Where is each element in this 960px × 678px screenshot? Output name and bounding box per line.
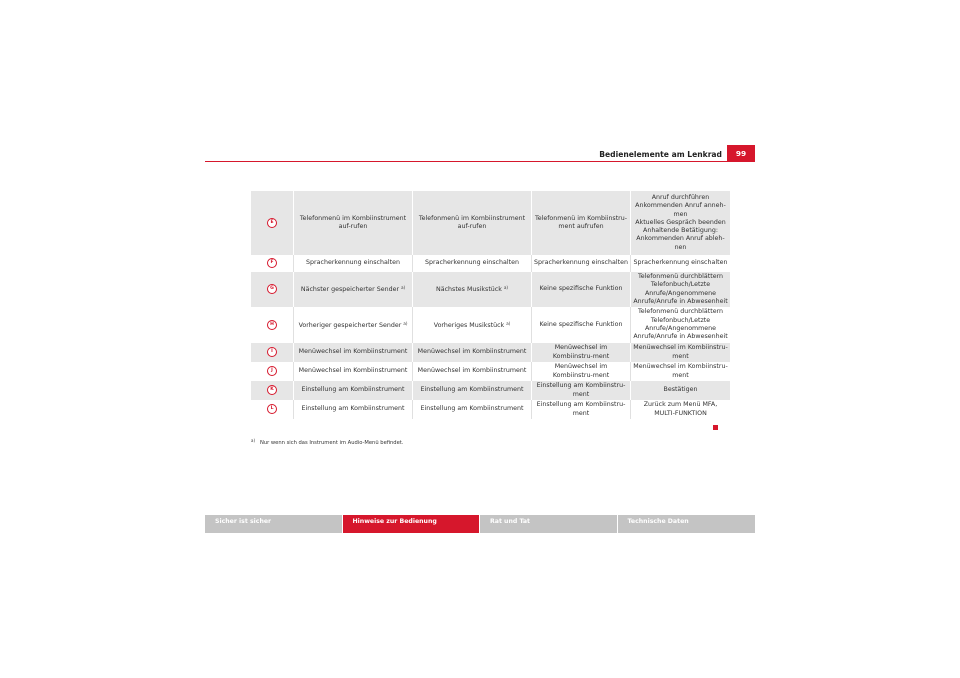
row-label-cell xyxy=(251,362,294,381)
row-label-cell xyxy=(251,343,294,362)
footnote-ref: a) xyxy=(503,285,508,291)
table-row xyxy=(251,191,730,255)
table-row xyxy=(251,343,730,362)
cell-text: Spracherkennung einschalten xyxy=(534,259,628,267)
cell-text: Telefonmenü im Kombiinstrument auf-rufen xyxy=(299,214,407,230)
table-cell xyxy=(631,381,731,400)
page-header-title: Bedienelemente am Lenkrad xyxy=(599,150,722,159)
row-marker-icon: E xyxy=(267,218,277,228)
nav-tab-sicher-ist-sicher[interactable]: Sicher ist sicher xyxy=(205,515,343,533)
table-cell xyxy=(413,381,532,400)
row-marker-icon: I xyxy=(267,347,277,357)
cell-text: Spracherkennung einschalten xyxy=(425,259,519,267)
cell-text: Keine spezifische Funktion xyxy=(539,285,623,293)
row-label-cell xyxy=(251,255,294,272)
cell-text: Nächstes Musikstück xyxy=(436,286,502,294)
cell-text: Spracherkennung einschalten xyxy=(633,259,728,267)
row-marker-icon: F xyxy=(267,258,277,268)
table-cell xyxy=(532,255,631,272)
cell-text: Einstellung am Kombiinstru-ment xyxy=(536,382,626,398)
row-label-cell xyxy=(251,381,294,400)
table-cell xyxy=(631,191,731,255)
row-label-cell xyxy=(251,400,294,419)
nav-tab-rat-und-tat[interactable]: Rat und Tat xyxy=(480,515,618,533)
cell-text: Zurück zum Menü MFA, MULTI-FUNKTION xyxy=(643,401,718,417)
row-marker-icon: H xyxy=(267,320,277,330)
table-cell xyxy=(294,191,413,255)
header-divider xyxy=(205,161,755,162)
cell-text: Vorheriges Musikstück xyxy=(433,321,505,329)
row-marker-icon: L xyxy=(267,404,277,414)
table-row xyxy=(251,381,730,400)
table-row xyxy=(251,255,730,272)
cell-text: Menüwechsel im Kombiinstrument xyxy=(298,367,408,375)
table-cell xyxy=(413,191,532,255)
table-cell xyxy=(532,381,631,400)
cell-text: Menüwechsel im Kombiinstru-ment xyxy=(633,344,728,360)
cell-text: Einstellung am Kombiinstrument xyxy=(301,386,405,394)
table-cell xyxy=(631,272,731,307)
cell-text: Menüwechsel im Kombiinstru-ment xyxy=(552,363,610,379)
table-cell xyxy=(294,272,413,307)
row-marker-icon: G xyxy=(267,284,277,294)
table-cell xyxy=(631,400,731,419)
table-cell xyxy=(294,400,413,419)
cell-text: Anruf durchführen Ankommenden Anruf anneh-men Aktuelles Gespräch beenden Anhaltende Betätigung: Ankommenden Anruf ableh-nen xyxy=(635,193,726,251)
footnote xyxy=(251,438,403,446)
row-label-cell xyxy=(251,307,294,343)
nav-tab-hinweise-zur-bedienung[interactable]: Hinweise zur Bedienung xyxy=(343,515,481,533)
table-cell xyxy=(413,400,532,419)
table-cell xyxy=(532,272,631,307)
table-cell xyxy=(294,343,413,362)
table-cell xyxy=(294,307,413,343)
footnote-ref: a) xyxy=(506,320,511,326)
table-cell xyxy=(532,362,631,381)
table-cell xyxy=(631,307,731,343)
table-cell xyxy=(532,307,631,343)
row-label-cell xyxy=(251,191,294,255)
cell-text: Spracherkennung einschalten xyxy=(306,259,400,267)
row-label-cell xyxy=(251,272,294,307)
table-cell xyxy=(294,362,413,381)
table-cell xyxy=(631,255,731,272)
table-cell xyxy=(294,255,413,272)
table-cell xyxy=(631,362,731,381)
row-marker-icon: K xyxy=(267,385,277,395)
table-cell xyxy=(532,400,631,419)
table-row xyxy=(251,307,730,343)
cell-text: Telefonmenü im Kombiinstru-ment aufrufen xyxy=(534,214,628,230)
cell-text: Menüwechsel im Kombiinstru-ment xyxy=(633,363,728,379)
cell-text: Keine spezifische Funktion xyxy=(539,320,623,328)
cell-text: Telefonmenü durchblättern Telefonbuch/Letzte Anrufe/Angenommene Anrufe/Anrufe in Abwesenheit xyxy=(633,308,728,341)
nav-tab-technische-daten[interactable]: Technische Daten xyxy=(618,515,756,533)
table-cell xyxy=(631,343,731,362)
steering-controls-table xyxy=(251,191,730,419)
page-number: 99 xyxy=(727,145,755,162)
cell-text: Menüwechsel im Kombiinstrument xyxy=(298,348,408,356)
table-cell xyxy=(532,191,631,255)
table-cell xyxy=(413,272,532,307)
cell-text: Einstellung am Kombiinstrument xyxy=(301,405,405,413)
table-row xyxy=(251,272,730,307)
table-row xyxy=(251,362,730,381)
footnote-ref: a) xyxy=(403,320,408,326)
cell-text: Telefonmenü im Kombiinstrument auf-rufen xyxy=(418,214,526,230)
chapter-nav xyxy=(205,515,755,533)
footnote-marker: a) xyxy=(251,438,256,443)
cell-text: Menüwechsel im Kombiinstrument xyxy=(417,348,527,356)
cell-text: Einstellung am Kombiinstrument xyxy=(420,386,524,394)
cell-text: Bestätigen xyxy=(663,386,698,394)
cell-text: Einstellung am Kombiinstrument xyxy=(420,405,524,413)
section-end-marker xyxy=(713,425,718,430)
table-cell xyxy=(413,343,532,362)
table-cell xyxy=(413,255,532,272)
table-cell xyxy=(532,343,631,362)
cell-text: Vorheriger gespeicherter Sender xyxy=(298,321,402,329)
cell-text: Einstellung am Kombiinstru-ment xyxy=(536,401,626,417)
footnote-ref: a) xyxy=(401,285,406,291)
cell-text: Nächster gespeicherter Sender xyxy=(300,286,400,294)
table-cell xyxy=(413,362,532,381)
row-marker-icon: J xyxy=(267,366,277,376)
cell-text: Telefonmenü durchblättern Telefonbuch/Letzte Anrufe/Angenommene Anrufe/Anrufe in Abwesenheit xyxy=(633,272,728,305)
table-row xyxy=(251,400,730,419)
cell-text: Menüwechsel im Kombiinstru-ment xyxy=(552,344,610,360)
footnote-text: Nur wenn sich das Instrument im Audio-Menü befindet. xyxy=(259,440,404,446)
table-cell xyxy=(294,381,413,400)
table-cell xyxy=(413,307,532,343)
cell-text: Menüwechsel im Kombiinstrument xyxy=(417,367,527,375)
